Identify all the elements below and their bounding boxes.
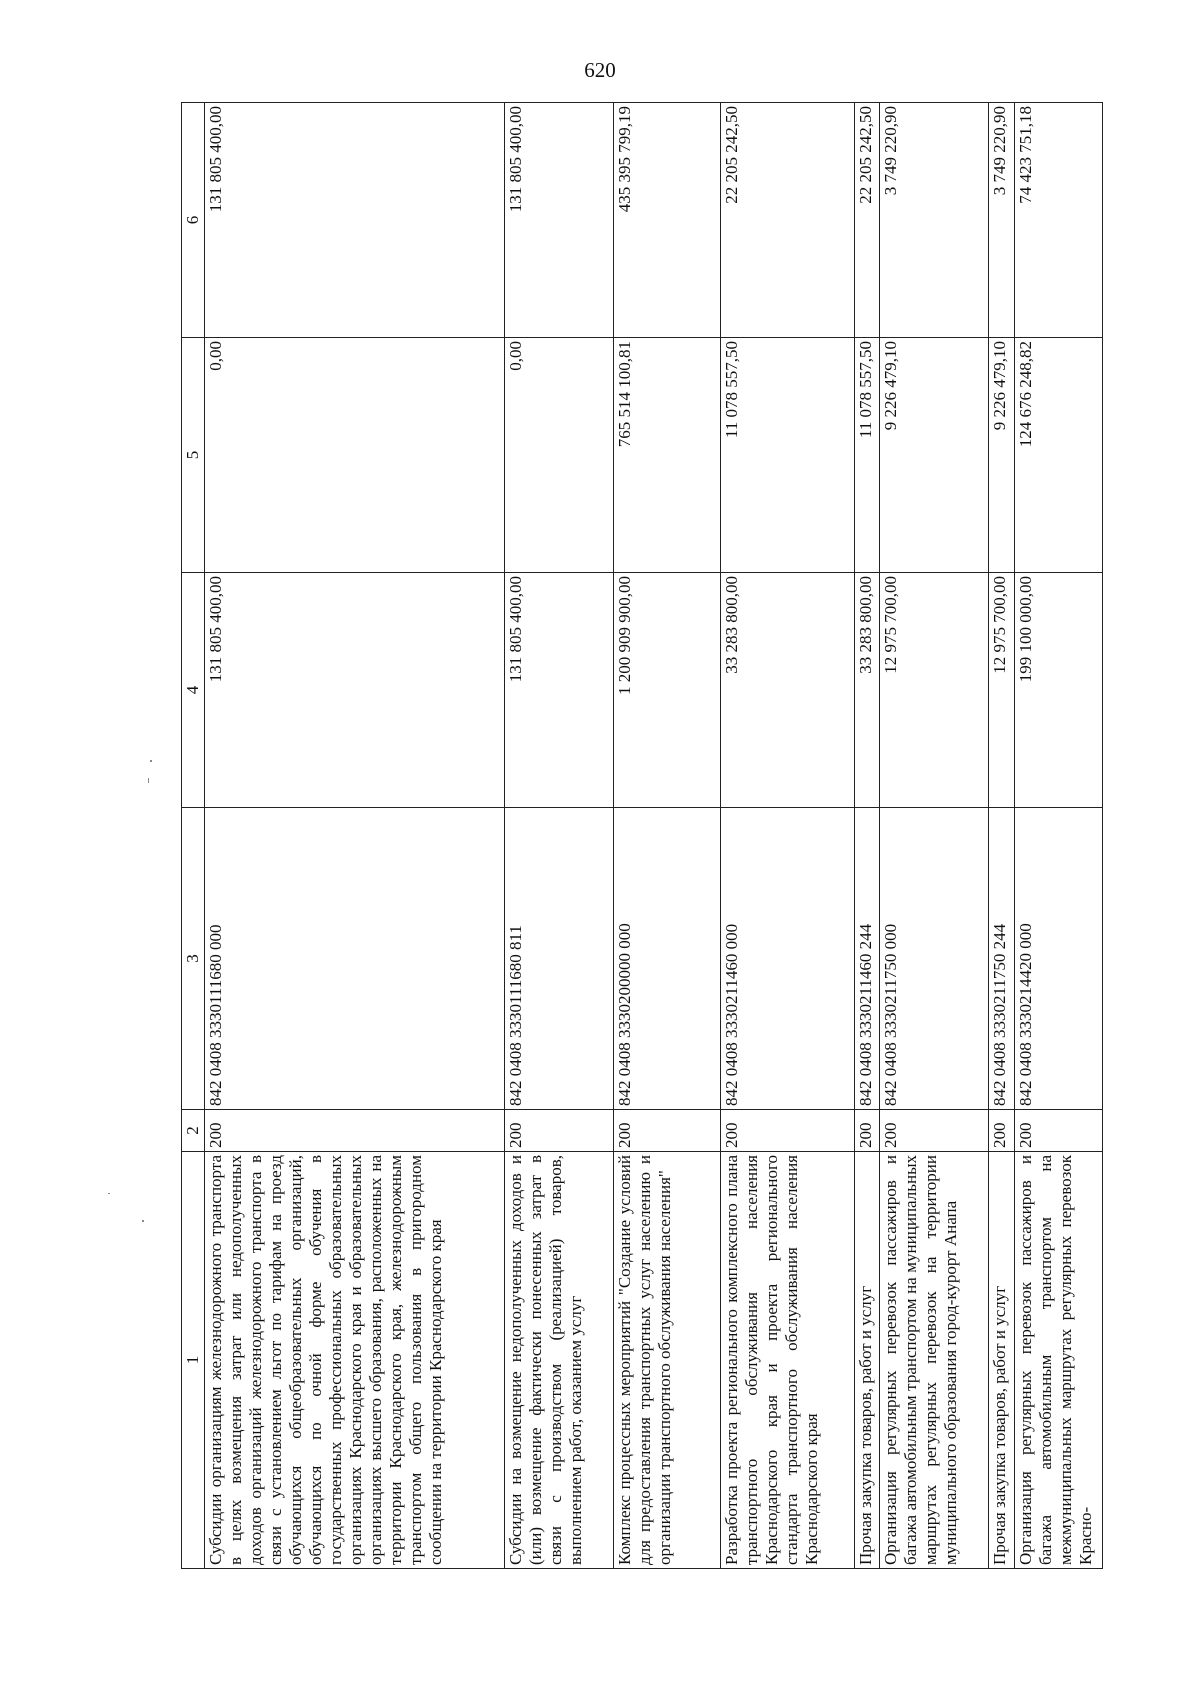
table-row xyxy=(505,103,614,1569)
row-col4: 33 283 800,00 xyxy=(854,573,880,808)
table-row xyxy=(614,103,721,1569)
row-code: 842 0408 3330214420 000 xyxy=(1014,808,1102,1110)
row-col2: 200 xyxy=(880,1110,989,1152)
scan-speck xyxy=(108,1193,110,1194)
table-row xyxy=(854,103,880,1569)
row-description: Организация регулярных перевозок пассажиров и багажа автомобильным транспортом на муниципальных маршрутах регулярных перевозок на территории муниципального образования город-курорт Анапа xyxy=(880,1152,989,1569)
table-row xyxy=(1014,103,1102,1569)
column-header-4: 4 xyxy=(182,573,205,808)
row-col6: 131 805 400,00 xyxy=(505,103,614,338)
row-col4: 33 283 800,00 xyxy=(720,573,854,808)
budget-table xyxy=(181,102,1103,1569)
row-code: 842 0408 3330200000 000 xyxy=(614,808,721,1110)
table-header-row xyxy=(182,103,205,1569)
row-col2: 200 xyxy=(1014,1110,1102,1152)
table-row xyxy=(205,103,505,1569)
row-col5: 0,00 xyxy=(205,338,505,573)
row-col6: 3 749 220,90 xyxy=(880,103,989,338)
row-code: 842 0408 3330211750 000 xyxy=(880,808,989,1110)
table-row xyxy=(880,103,989,1569)
row-col6: 435 395 799,19 xyxy=(614,103,721,338)
scan-speck xyxy=(148,778,149,783)
page-number: 620 xyxy=(584,58,616,82)
row-col2: 200 xyxy=(854,1110,880,1152)
row-col6: 3 749 220,90 xyxy=(988,103,1014,338)
row-code: 842 0408 3330211460 244 xyxy=(854,808,880,1110)
row-code: 842 0408 3330211750 244 xyxy=(988,808,1014,1110)
row-col2: 200 xyxy=(205,1110,505,1152)
row-code: 842 0408 3330211460 000 xyxy=(720,808,854,1110)
row-col2: 200 xyxy=(505,1110,614,1152)
row-col5: 124 676 248,82 xyxy=(1014,338,1102,573)
row-col5: 11 078 557,50 xyxy=(854,338,880,573)
row-col4: 12 975 700,00 xyxy=(880,573,989,808)
row-code: 842 0408 3330111680 811 xyxy=(505,808,614,1110)
row-col6: 22 205 242,50 xyxy=(854,103,880,338)
table-row xyxy=(720,103,854,1569)
rotated-table-container xyxy=(181,103,1103,1569)
row-code: 842 0408 3330111680 000 xyxy=(205,808,505,1110)
row-col4: 12 975 700,00 xyxy=(988,573,1014,808)
scan-speck xyxy=(150,760,152,762)
table-row xyxy=(988,103,1014,1569)
column-header-3: 3 xyxy=(182,808,205,1110)
row-description: Прочая закупка товаров, работ и услуг xyxy=(988,1152,1014,1569)
row-col4: 131 805 400,00 xyxy=(205,573,505,808)
row-description: Прочая закупка товаров, работ и услуг xyxy=(854,1152,880,1569)
row-col4: 199 100 000,00 xyxy=(1014,573,1102,808)
column-header-2: 2 xyxy=(182,1110,205,1152)
row-description: Субсидии на возмещение недополученных доходов и (или) возмещение фактически понесенных затрат в связи с производством (реализацией) товаров, выполнением работ, оказанием услуг xyxy=(505,1152,614,1569)
row-col6: 131 805 400,00 xyxy=(205,103,505,338)
row-col5: 0,00 xyxy=(505,338,614,573)
column-header-5: 5 xyxy=(182,338,205,573)
row-col5: 9 226 479,10 xyxy=(988,338,1014,573)
row-description: Субсидии организациям железнодорожного транспорта в целях возмещения затрат или недополученных доходов организаций железнодорожного транспорта в связи с установлением льгот по тарифам на проезд обучающихся общеобразовательных организаций, обучающихся по очной форме обучения в государственных профессиональных образовательных организациях Краснодарского края и образовательных организациях высшего образования, расположенных на территории Краснодарского края, железнодорожным транспортом общего пользования в пригородном сообщении на территории Краснодарского края xyxy=(205,1152,505,1569)
row-description: Комплекс процессных мероприятий "Создание условий для предоставления транспортных услуг населению и организации транспортного обслуживания населения" xyxy=(614,1152,721,1569)
row-col5: 765 514 100,81 xyxy=(614,338,721,573)
row-col2: 200 xyxy=(988,1110,1014,1152)
row-description: Организация регулярных перевозок пассажиров и багажа автомобильным транспортом на межмуниципальных маршрутах регулярных перевозок Красно- xyxy=(1014,1152,1102,1569)
row-col2: 200 xyxy=(720,1110,854,1152)
row-col5: 9 226 479,10 xyxy=(880,338,989,573)
row-col6: 74 423 751,18 xyxy=(1014,103,1102,338)
row-description: Разработка проекта регионального комплексного плана транспортного обслуживания населения Краснодарского края и проекта регионального стандарта транспортного обслуживания населения Краснодарского края xyxy=(720,1152,854,1569)
column-header-1: 1 xyxy=(182,1152,205,1569)
row-col4: 131 805 400,00 xyxy=(505,573,614,808)
row-col5: 11 078 557,50 xyxy=(720,338,854,573)
row-col2: 200 xyxy=(614,1110,721,1152)
row-col6: 22 205 242,50 xyxy=(720,103,854,338)
column-header-6: 6 xyxy=(182,103,205,338)
scan-speck xyxy=(142,1220,144,1222)
row-col4: 1 200 909 900,00 xyxy=(614,573,721,808)
